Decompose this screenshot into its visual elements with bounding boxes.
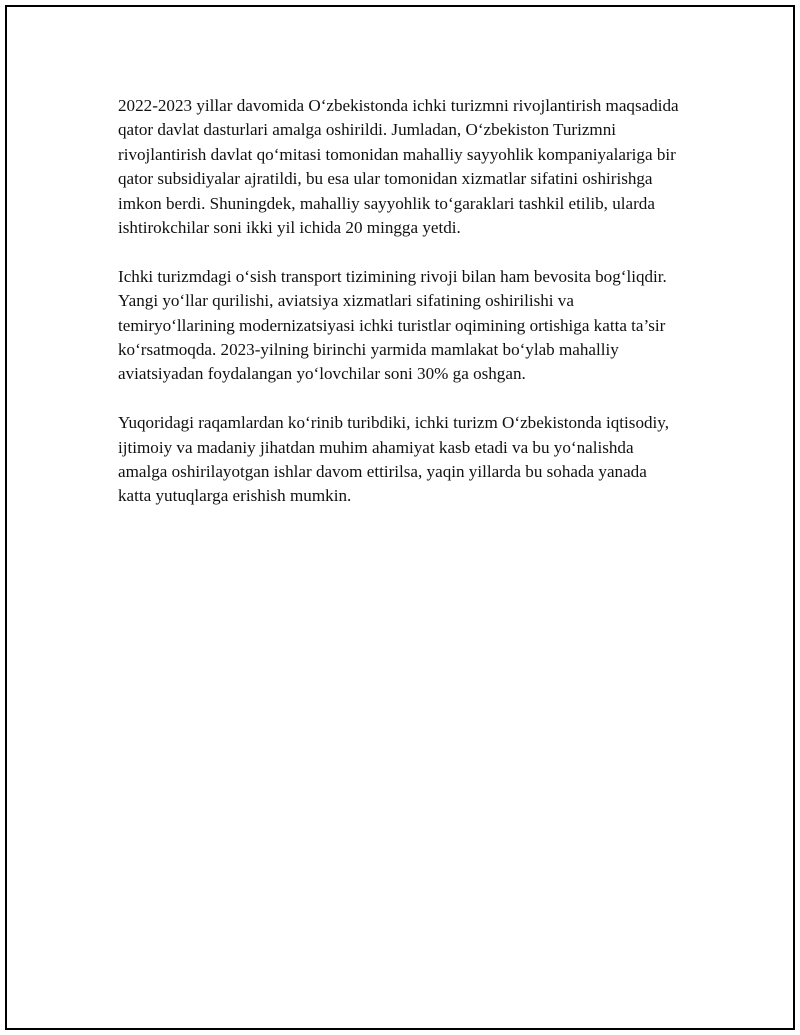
paragraph-1: 2022-2023 yillar davomida O‘zbekistonda ichki turizmni rivojlantirish maqsadida qator davlat dasturlari amalga oshirildi. Jumladan, O‘zbekiston Turizmni rivojlantirish davlat qo‘mitasi tomonidan mahalliy sayyohlik kompaniyalariga bir qator subsidiyalar ajratildi, bu esa ular tomonidan xizmatlar sifatini oshirishga imkon berdi. Shuningdek, mahalliy sayyohlik to‘garaklari tashkil etilib, ularda ishtirokchilar soni ikki yil ichida 20 mingga yetdi. (118, 96, 679, 238)
paragraph-2: Ichki turizmdagi o‘sish transport tizimining rivoji bilan ham bevosita bog‘liqdir. Yangi yo‘llar qurilishi, aviatsiya xizmatlari sifatining oshirilishi va temiryo‘llarining modernizatsiyasi ichki turistlar oqimining ortishiga katta ta’sir ko‘rsatmoqda. 2023-yilning birinchi yarmida mamlakat bo‘ylab mahalliy aviatsiyadan foydalangan yo‘lovchilar soni 30% ga oshgan. (118, 266, 667, 384)
document-body (118, 94, 684, 533)
paragraph-3: Yuqoridagi raqamlardan ko‘rinib turibdiki, ichki turizm O‘zbekistonda iqtisodiy, ijtimoiy va madaniy jihatdan muhim ahamiyat kasb etadi va bu yo‘nalishda amalga oshirilayotgan ishlar davom ettirilsa, yaqin yillarda bu sohada yanada katta yutuqlarga erishish mumkin. (118, 413, 669, 506)
